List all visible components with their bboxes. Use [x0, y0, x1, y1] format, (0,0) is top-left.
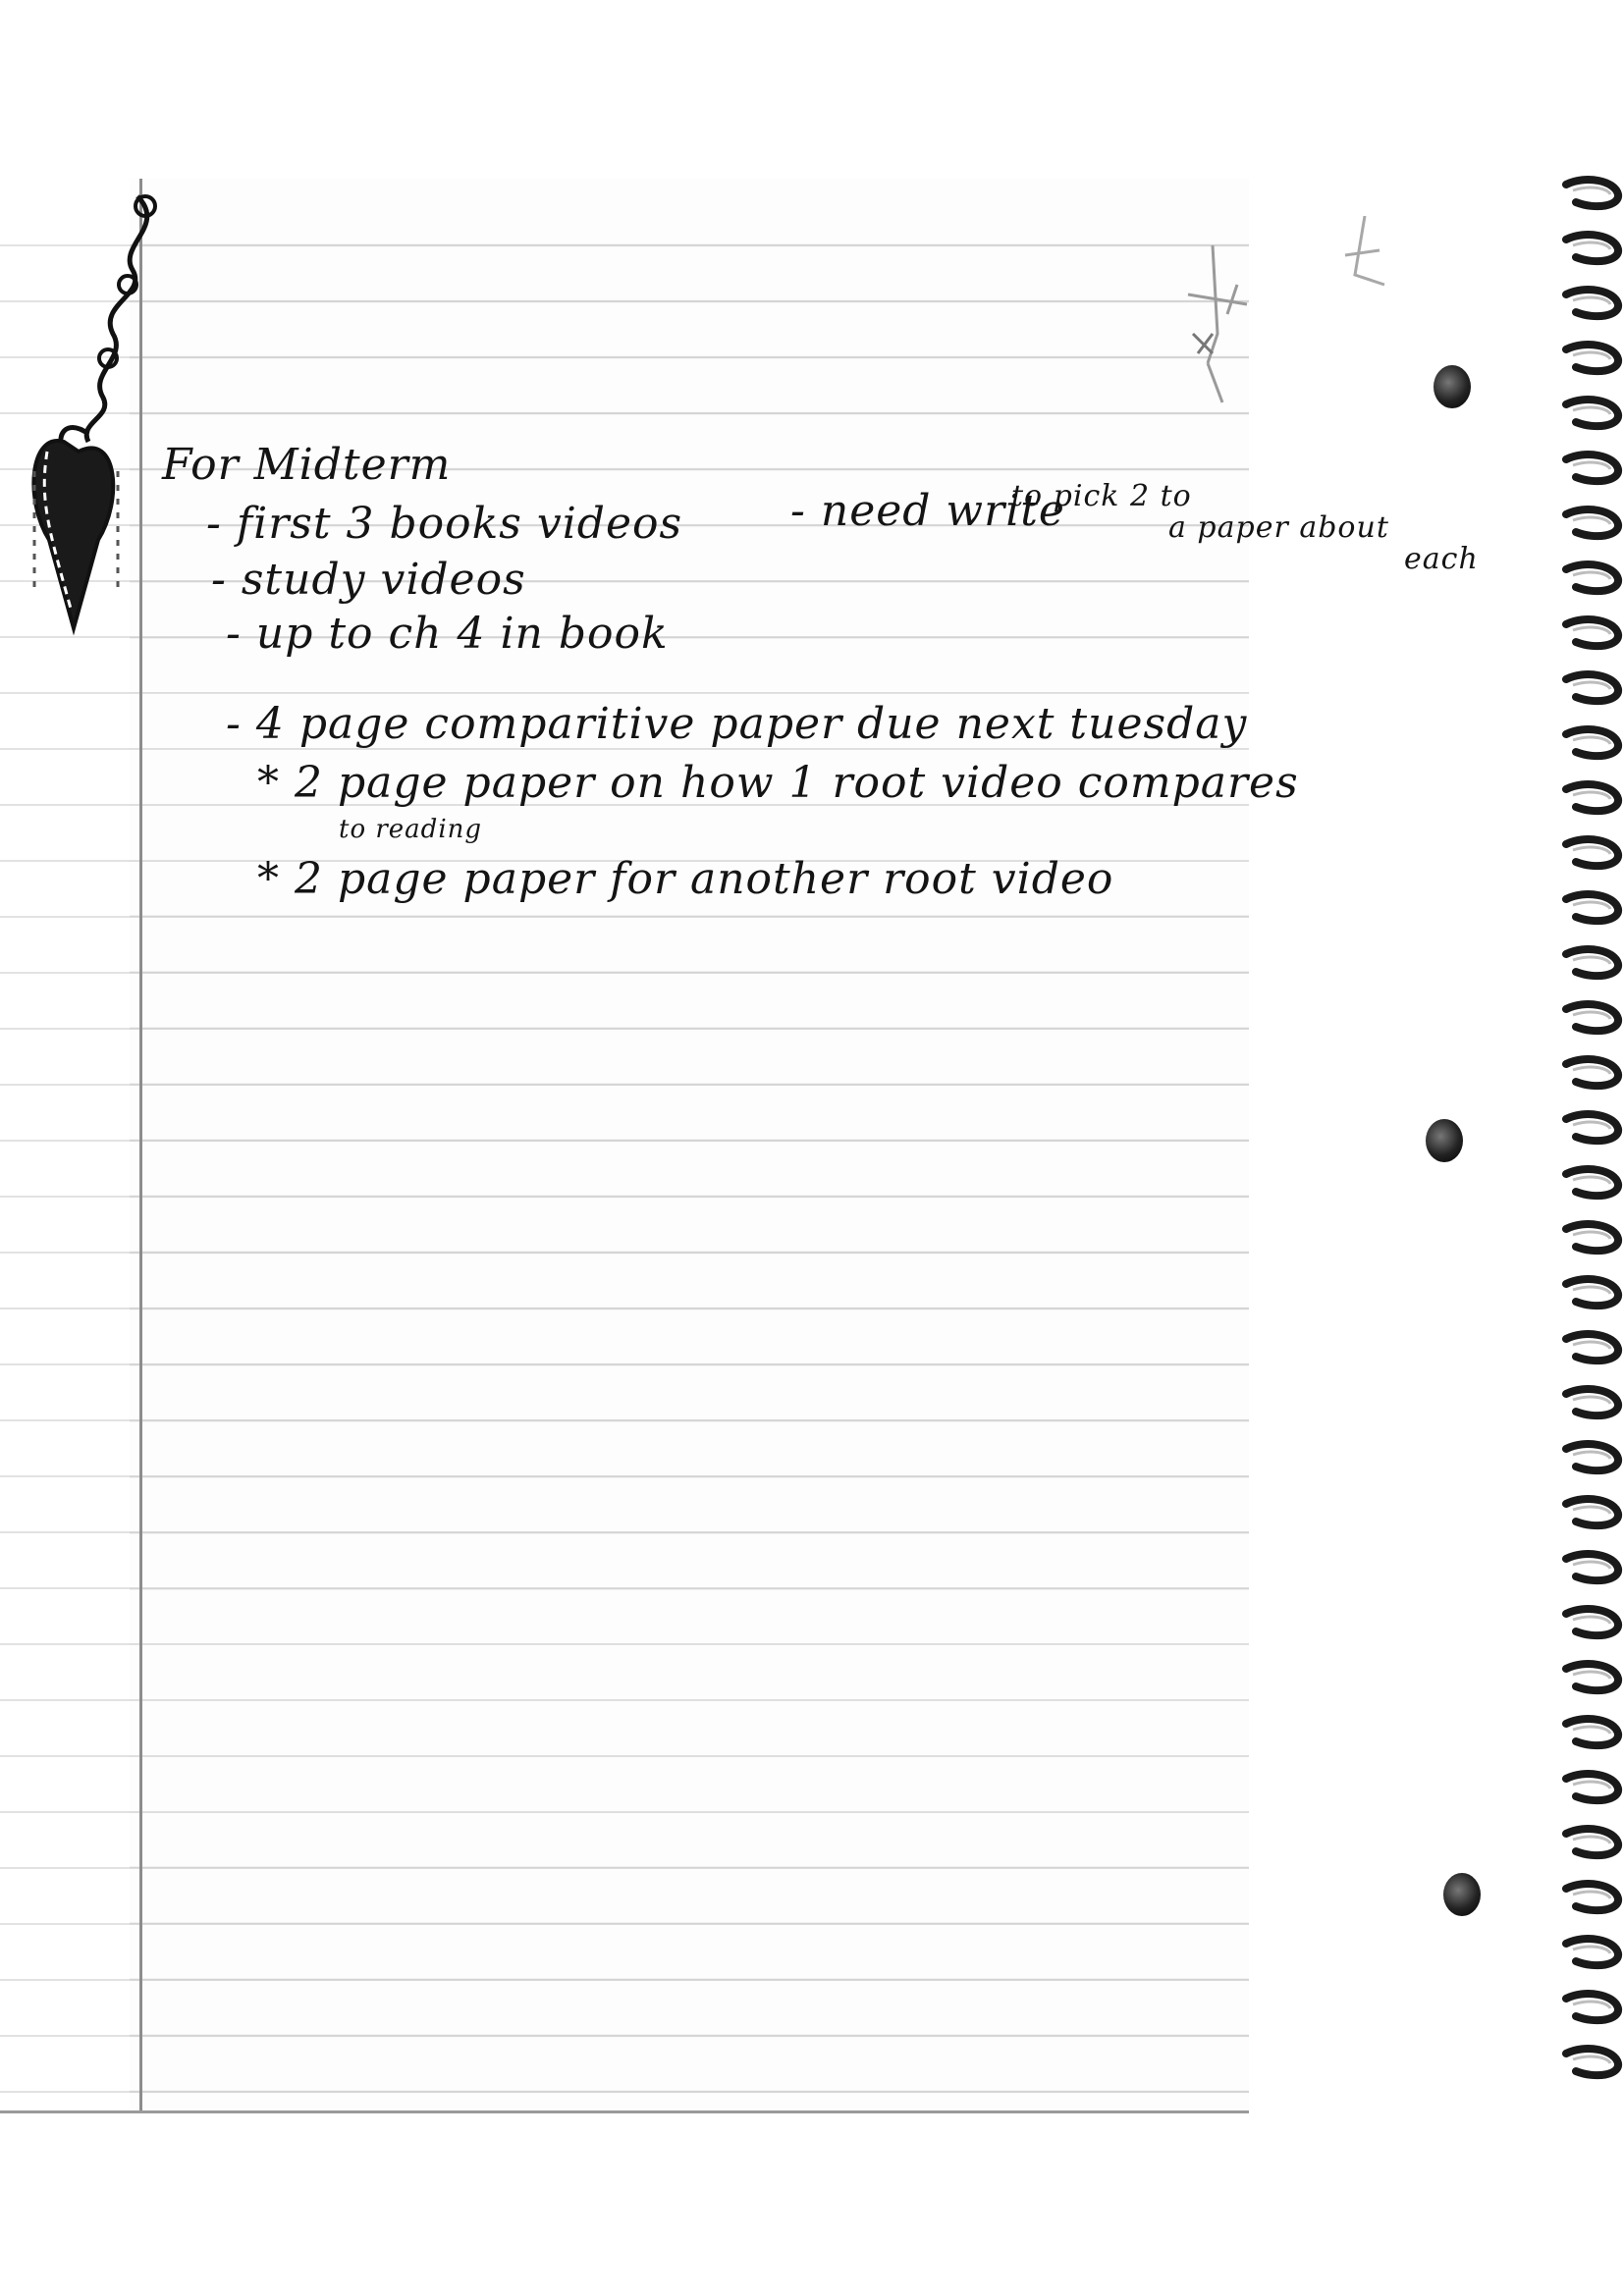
note-line: each: [1404, 542, 1479, 576]
note-line: - up to ch 4 in book: [226, 609, 669, 659]
note-line: * 2 page paper on how 1 root video compares: [257, 758, 1299, 808]
note-line: - study videos: [211, 555, 526, 605]
notes-heading: For Midterm: [162, 440, 452, 490]
note-line: * 2 page paper for another root video: [257, 854, 1114, 904]
note-line: - first 3 books videos: [206, 499, 683, 549]
note-line: to reading: [339, 815, 483, 844]
note-line: - 4 page comparitive paper due next tuesday: [226, 699, 1248, 749]
note-line: - need write: [790, 486, 1065, 536]
note-line: a paper about: [1168, 510, 1389, 545]
note-line: to pick 2 to: [1011, 479, 1192, 513]
